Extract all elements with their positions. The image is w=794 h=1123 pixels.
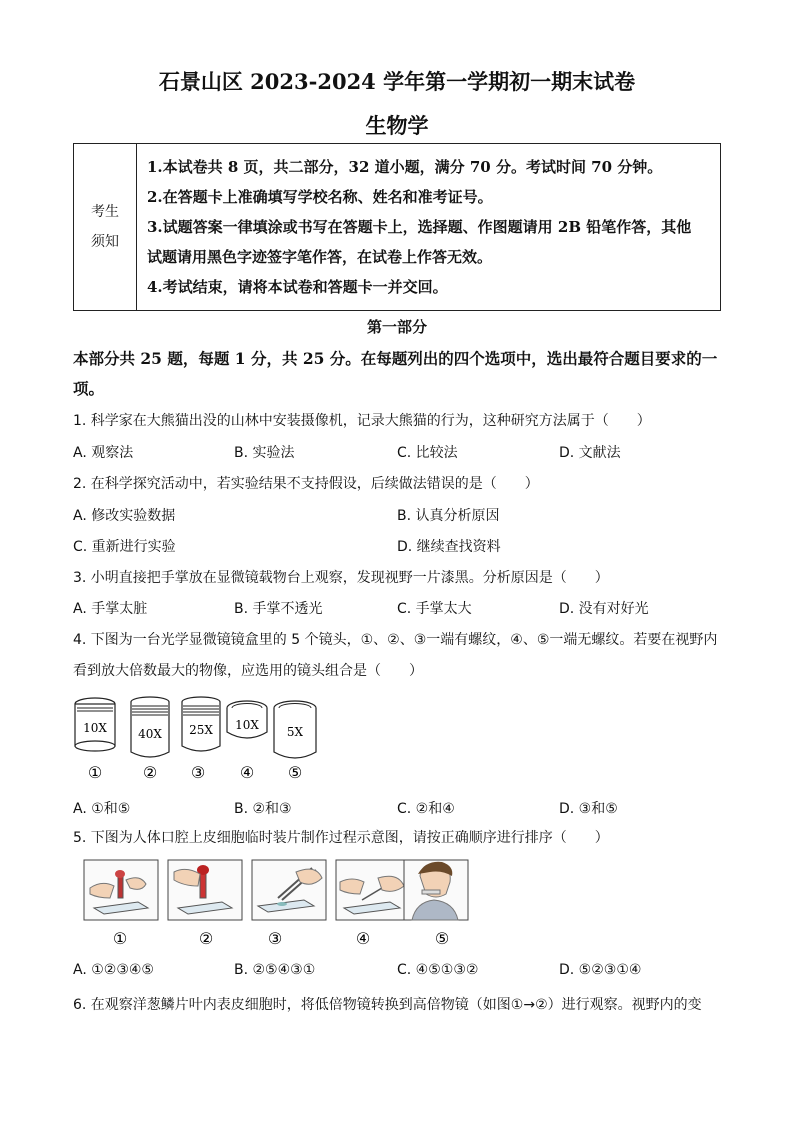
lens-3 <box>182 697 220 751</box>
q3-option-a: A. 手掌太脏 <box>73 601 148 617</box>
lens-number-3: ③ <box>190 763 206 782</box>
lens-number-2: ② <box>142 763 158 782</box>
notice-label-line1: 考生 <box>91 204 119 220</box>
question-4-stem <box>73 629 723 682</box>
q1-option-a: A. 观察法 <box>73 445 134 461</box>
notice-label <box>74 144 137 311</box>
notice-item: 1.本试卷共 8 页，共二部分，32 道小题，满分 70 分。考试时间 70 分钟。 <box>147 158 663 176</box>
lens-5-label: 5X <box>286 725 304 739</box>
q3-option-d: D. 没有对好光 <box>559 601 649 617</box>
q1-option-c: C. 比较法 <box>397 445 458 461</box>
notice-item: 3.试题答案一律填涂或书写在答题卡上，选择题、作图题请用 2B 铅笔作答，其他 <box>147 218 692 236</box>
q4-option-b: B. ②和③ <box>234 801 292 817</box>
q2-option-d: D. 继续查找资料 <box>397 539 501 555</box>
lens-number-4: ④ <box>239 763 255 782</box>
q1-option-b: B. 实验法 <box>234 445 295 461</box>
question-2-stem: 2. 在科学探究活动中，若实验结果不支持假设，后续做法错误的是（ ） <box>73 476 539 492</box>
prep-step-5 <box>404 860 468 920</box>
part-intro <box>73 344 723 404</box>
q3-option-b: B. 手掌不透光 <box>234 601 323 617</box>
lens-1 <box>75 698 115 751</box>
q5-option-d: D. ⑤②③①④ <box>559 962 642 978</box>
question-1-stem: 1. 科学家在大熊猫出没的山林中安装摄像机，记录大熊猫的行为，这种研究方法属于（ ） <box>73 413 651 429</box>
prep-step-3 <box>252 860 326 920</box>
notice-table <box>73 143 721 311</box>
part-intro-line2: 项。 <box>73 379 105 398</box>
q3-option-c: C. 手掌太大 <box>397 601 472 617</box>
question-3-stem: 3. 小明直接把手掌放在显微镜载物台上观察，发现视野一片漆黑。分析原因是（ ） <box>73 570 609 586</box>
notice-item: 4.考试结束，请将本试卷和答题卡一并交回。 <box>147 278 448 296</box>
question-6-stem: 6. 在观察洋葱鳞片叶内表皮细胞时，将低倍物镜转换到高倍物镜（如图①→②）进行观察。视野内的变 <box>73 997 702 1013</box>
q2-option-a: A. 修改实验数据 <box>73 508 176 524</box>
q5-option-c: C. ④⑤①③② <box>397 962 479 978</box>
q4-option-c: C. ②和④ <box>397 801 455 817</box>
question-5-stem: 5. 下图为人体口腔上皮细胞临时装片制作过程示意图，请按正确顺序进行排序（ ） <box>73 830 609 846</box>
prep-number-2: ② <box>198 929 214 948</box>
lens-figure <box>73 694 333 790</box>
prep-step-4 <box>336 860 410 920</box>
q4-option-d: D. ③和⑤ <box>559 801 618 817</box>
page-title: 石景山区 2023-2024 学年第一学期初一期末试卷 <box>158 69 636 94</box>
lens-5 <box>274 701 316 758</box>
prep-step-1 <box>84 860 158 920</box>
lens-number-1: ① <box>87 763 103 782</box>
lens-number-5: ⑤ <box>287 763 303 782</box>
prep-number-5: ⑤ <box>434 929 450 948</box>
q2-option-c: C. 重新进行实验 <box>73 539 176 555</box>
q2-option-b: B. 认真分析原因 <box>397 508 500 524</box>
lens-1-label: 10X <box>83 721 107 735</box>
q1-option-d: D. 文献法 <box>559 445 621 461</box>
prep-step-2 <box>168 860 242 920</box>
lens-2-label: 40X <box>138 727 162 741</box>
q4-option-a: A. ①和⑤ <box>73 801 131 817</box>
notice-label-line2: 须知 <box>91 234 119 250</box>
prep-number-3: ③ <box>267 929 283 948</box>
lens-4 <box>227 701 267 738</box>
part-intro-line1: 本部分共 25 题，每题 1 分，共 25 分。在每题列出的四个选项中，选出最符合题目要求的一 <box>73 349 718 368</box>
lens-3-label: 25X <box>189 723 213 737</box>
notice-item: 2.在答题卡上准确填写学校名称、姓名和准考证号。 <box>147 188 493 206</box>
subject-title: 生物学 <box>365 113 429 138</box>
prep-number-1: ① <box>112 929 128 948</box>
q5-option-a: A. ①②③④⑤ <box>73 962 154 978</box>
lens-2 <box>131 697 169 757</box>
q5-option-b: B. ②⑤④③① <box>234 962 316 978</box>
slide-prep-figure <box>82 858 472 954</box>
question-4-line2: 看到放大倍数最大的物像，应选用的镜头组合是（ ） <box>73 663 423 679</box>
notice-items <box>137 144 721 311</box>
lens-4-label: 10X <box>235 718 259 732</box>
part-heading: 第一部分 <box>366 318 427 336</box>
notice-item: 试题请用黑色字迹签字笔作答，在试卷上作答无效。 <box>147 248 493 266</box>
prep-number-4: ④ <box>355 929 371 948</box>
question-4-line1: 4. 下图为一台光学显微镜镜盒里的 5 个镜头，①、②、③一端有螺纹，④、⑤一端无螺纹。若要在视野内 <box>73 632 718 648</box>
